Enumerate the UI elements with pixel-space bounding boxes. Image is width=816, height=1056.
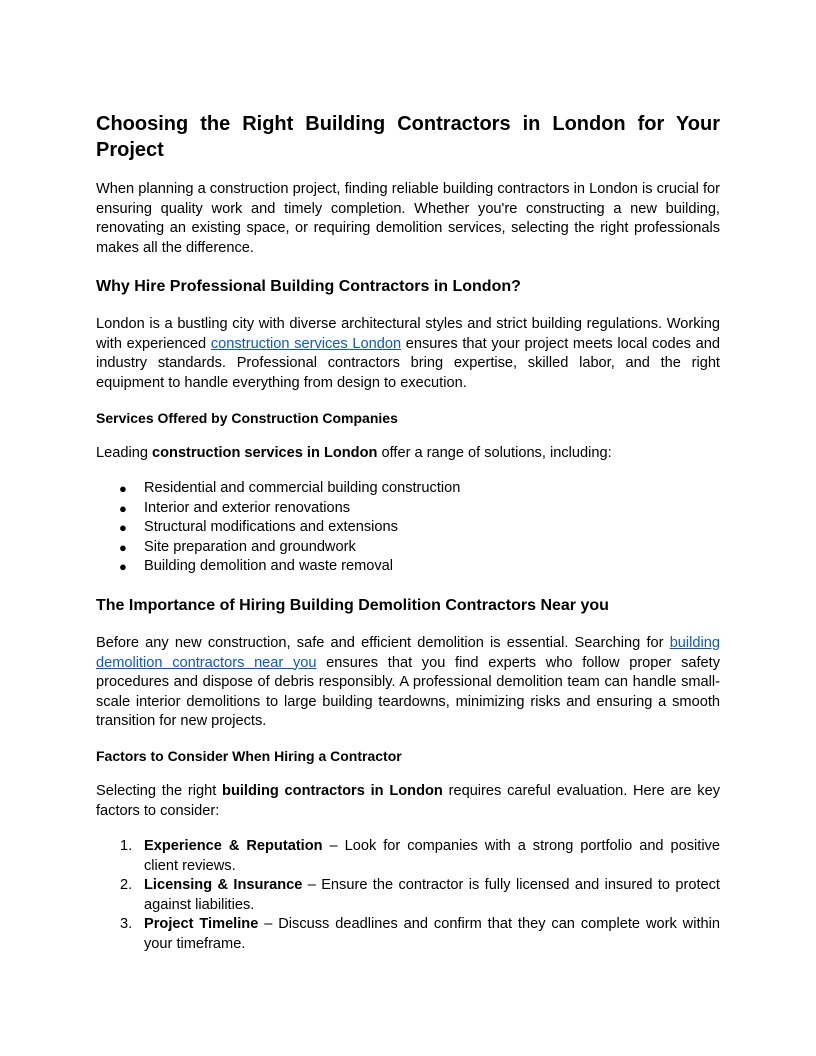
factor-title: Project Timeline: [144, 916, 259, 932]
section2-heading: Services Offered by Construction Companies: [96, 410, 398, 426]
factor-text: – Discuss deadlines and confirm that they can complete work within your timeframe.: [144, 916, 720, 952]
bullet-icon: ●: [119, 539, 127, 555]
list-item: [96, 557, 720, 577]
section1-text-after: ensures that your project meets local codes and industry standards. Professional contractors bring expertise, skilled labor, and the right equipment to handle everything from design to execution.: [96, 335, 721, 391]
factor-text: – Ensure the contractor is fully licensed and insured to protect against liabilities.: [144, 877, 720, 913]
section2-lead-after: offer a range of solutions, including:: [377, 445, 612, 461]
list-item-text: Site preparation and groundwork: [144, 538, 356, 555]
section1-heading: Why Hire Professional Building Contractors in London?: [96, 278, 521, 295]
factor-text: – Look for companies with a strong portfolio and positive client reviews.: [144, 838, 720, 874]
services-list: [96, 479, 720, 577]
section4-lead-before: Selecting the right: [96, 783, 223, 799]
construction-services-link[interactable]: construction services London: [210, 335, 402, 352]
bullet-icon: ●: [119, 559, 127, 574]
section1-text-before: London is a bustling city with diverse architectural styles and strict building regulations. Working with experienced: [96, 316, 720, 352]
list-item-text: Structural modifications and extensions: [144, 519, 398, 535]
list-item: [96, 538, 720, 558]
intro-paragraph: When planning a construction project, finding reliable building contractors in London is crucial for ensuring quality work and timely completion. Whether you're constructing a new building, renovating an existing space, or requiring demolition services, selecting the right professionals makes all the difference.: [96, 181, 720, 256]
section4-heading: Factors to Consider When Hiring a Contractor: [96, 748, 402, 764]
list-item: [96, 876, 720, 915]
factors-list: [96, 837, 720, 954]
list-number: 2.: [120, 877, 133, 893]
list-item-text: Residential and commercial building construction: [144, 480, 461, 496]
list-item: [96, 837, 720, 876]
section2-lead-before: Leading: [96, 445, 152, 461]
list-item: [96, 518, 720, 538]
section4-lead-after: requires careful evaluation. Here are key factors to consider:: [96, 783, 720, 819]
bullet-icon: ●: [119, 481, 127, 496]
list-number: 1.: [120, 838, 133, 854]
section2-lead: [96, 444, 720, 464]
section4-lead: [96, 782, 720, 821]
section3-paragraph: [96, 634, 720, 732]
section2-lead-bold: construction services in London: [152, 445, 378, 461]
bullet-icon: ●: [119, 500, 127, 516]
list-item: [96, 499, 720, 519]
bullet-icon: ●: [119, 520, 127, 535]
list-item: [96, 479, 720, 499]
list-item-text: Building demolition and waste removal: [144, 558, 394, 574]
section3-text-before: Before any new construction, safe and efficient demolition is essential. Searching for: [96, 635, 670, 651]
factor-title: Licensing & Insurance: [144, 877, 303, 893]
list-item: [96, 915, 720, 954]
section3-text-after: ensures that you find experts who follow proper safety procedures and dispose of debris responsibly. A professional demolition team can handle small-scale interior demolitions to large building teardowns, minimizing risks and ensuring a smooth transition for new projects.: [96, 654, 721, 729]
list-number: 3.: [120, 916, 133, 932]
page-title: Choosing the Right Building Contractors in London for Your Project: [96, 113, 720, 161]
section1-paragraph: [96, 315, 720, 393]
factor-title: Experience & Reputation: [144, 838, 323, 854]
demolition-contractors-link[interactable]: building demolition contractors near you: [96, 635, 720, 671]
section3-heading: The Importance of Hiring Building Demolition Contractors Near you: [96, 597, 609, 614]
list-item-text: Interior and exterior renovations: [144, 499, 351, 516]
section4-lead-bold: building contractors in London: [222, 783, 443, 799]
